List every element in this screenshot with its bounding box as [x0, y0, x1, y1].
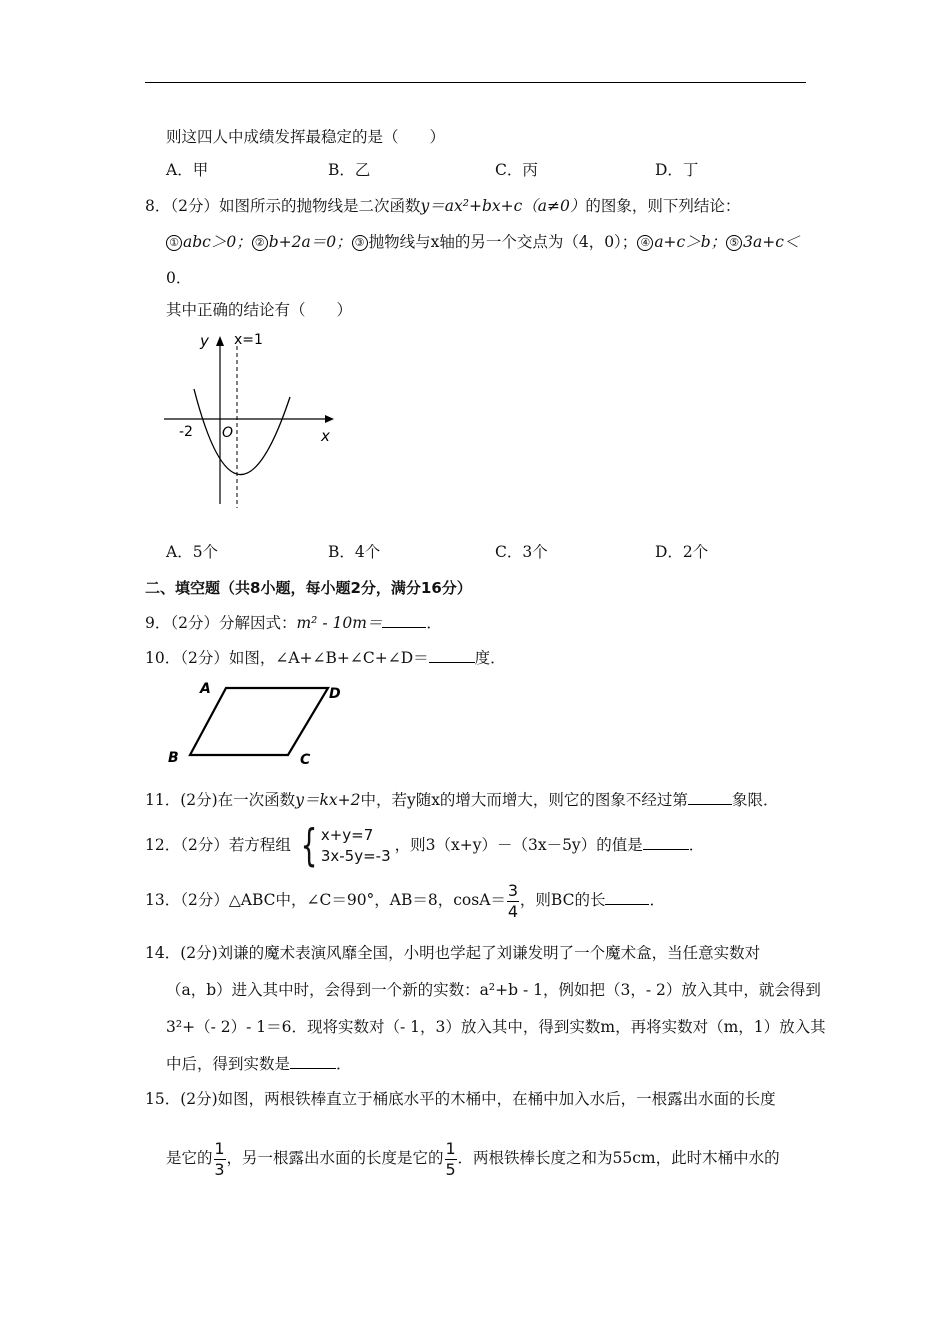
brace: { — [300, 820, 318, 871]
section-2-title: 二、填空题（共8小题，每小题2分，满分16分） — [145, 579, 472, 597]
q8-question: 其中正确的结论有（ ） — [166, 301, 353, 319]
origin-label: O — [222, 425, 234, 441]
q15-text-c: ．两根铁棒长度之和为55cm，此时木桶中水的 — [457, 1149, 780, 1167]
q14-line1: 14．(2分)刘谦的魔术表演风靡全国，小明也学起了刘谦发明了一个魔术盒，当任意实数对 — [145, 944, 761, 962]
q13-text-a: 13．（2分）△ABC中，∠C＝90°，AB＝8，cosA＝ — [145, 891, 506, 909]
q15-text-a: 是它的 — [166, 1149, 213, 1167]
q8-stem-eq: y＝ax²+bx+c（a≠0） — [420, 197, 586, 215]
q14-line2: （a，b）进入其中时，会得到一个新的实数：a²+b - 1，例如把（3，- 2）放入其中，就会得到 — [166, 981, 821, 999]
q12-eq1: x+y=7 — [320, 826, 374, 844]
parallelogram-figure — [160, 676, 360, 772]
q9-text: 9．（2分）分解因式： — [145, 614, 297, 632]
q14-line3: 3²+（- 2）- 1＝6．现将实数对（- 1，3）放入其中，得到实数m，再将实数对（m，1）放入其 — [166, 1018, 826, 1036]
parabola-curve — [194, 389, 290, 475]
q13-text-b: ，则BC的长 — [519, 891, 606, 909]
q10-blank[interactable] — [429, 648, 475, 663]
fraction-one-third — [214, 1138, 226, 1179]
q10 — [145, 648, 506, 668]
q8-stem-b: 的图象，则下列结论： — [585, 197, 741, 215]
q11-eq: y＝kx+2 — [295, 791, 361, 809]
q9 — [145, 613, 442, 633]
y-axis-arrow — [216, 336, 224, 346]
q7-option-d: D．丁 — [655, 161, 699, 179]
q8-score: （2分） — [170, 197, 219, 215]
q8-c5: 3a+c＜ — [743, 233, 800, 251]
q8-c1: abc＞0； — [183, 233, 252, 251]
q9-expr: m² - 10m＝ — [296, 614, 383, 632]
label-c: C — [300, 752, 311, 768]
q8-conclusions — [166, 232, 799, 252]
marker-5: ⑤ — [726, 235, 742, 251]
q12-text-a: 12．（2分）若方程组 — [145, 836, 291, 854]
neg-two-label: -2 — [179, 424, 193, 440]
q11-blank[interactable] — [688, 790, 732, 805]
q13-num: 3 — [507, 880, 519, 900]
f1-den: 3 — [214, 1159, 225, 1179]
q15-text-b: ，另一根露出水面的长度是它的 — [226, 1149, 444, 1167]
q14-line4-text: 中后，得到实数是 — [166, 1055, 291, 1073]
q8-c2: b+2a＝0； — [268, 233, 352, 251]
q7-option-b: B．乙 — [328, 161, 371, 179]
f2-den: 5 — [445, 1159, 456, 1179]
q14-tail: ． — [336, 1055, 352, 1073]
q10-text: 10．（2分）如图，∠A+∠B+∠C+∠D＝ — [145, 649, 429, 667]
q8-number: 8． — [145, 197, 171, 215]
label-b: B — [168, 750, 179, 766]
q15-line1: 15．(2分)如图，两根铁棒直立于桶底水平的木桶中，在桶中加入水后，一根露出水面的长度 — [145, 1090, 776, 1108]
marker-2: ② — [252, 235, 268, 251]
q8-option-d: D．2个 — [655, 543, 709, 561]
q13-fraction — [507, 880, 519, 921]
q7-option-c: C．丙 — [495, 161, 538, 179]
q12-eq2: 3x-5y=-3 — [320, 847, 391, 865]
marker-4: ④ — [637, 235, 653, 251]
q8-c5-tail: 0． — [166, 269, 192, 287]
x-label: x — [321, 427, 330, 445]
y-label: y — [200, 332, 209, 350]
q8-option-b: B．4个 — [328, 543, 381, 561]
q8-c3: 抛物线与x轴的另一个交点为（4，0）； — [368, 233, 638, 251]
q9-tail: ． — [426, 614, 442, 632]
fraction-one-fifth — [445, 1138, 457, 1179]
q13-tail: ． — [649, 891, 665, 909]
marker-1: ① — [166, 235, 182, 251]
q12 — [145, 820, 704, 870]
q12-text-b: ，则3（x+y）－（3x－5y）的值是 — [394, 836, 643, 854]
q14-blank[interactable] — [290, 1054, 336, 1069]
marker-3: ③ — [352, 235, 368, 251]
q11-text-a: 11．(2分)在一次函数 — [145, 791, 296, 809]
label-d: D — [329, 686, 341, 702]
symmetry-label: x=1 — [234, 332, 263, 348]
q12-blank[interactable] — [643, 835, 689, 850]
q13-blank[interactable] — [605, 890, 649, 905]
q11-tail: 象限． — [731, 791, 779, 809]
q11 — [145, 790, 778, 810]
q13-den: 4 — [507, 901, 519, 921]
label-a: A — [200, 681, 211, 697]
q8-stem-a: 如图所示的抛物线是二次函数 — [219, 197, 421, 215]
q15-line2 — [166, 1138, 780, 1178]
q8-option-c: C．3个 — [495, 543, 548, 561]
f2-num: 1 — [445, 1138, 456, 1158]
q12-tail: ． — [688, 836, 705, 854]
q10-tail: 度． — [474, 649, 506, 667]
q14-line4 — [166, 1054, 352, 1074]
q8-line1 — [145, 196, 740, 216]
q8-c4: a+c＞b； — [654, 233, 727, 251]
f1-num: 1 — [214, 1138, 225, 1158]
q7-option-a: A．甲 — [166, 161, 209, 179]
x-axis-arrow — [325, 415, 334, 423]
header-rule — [145, 82, 806, 83]
q9-blank[interactable] — [382, 613, 426, 628]
q13 — [145, 880, 665, 920]
parallelogram — [190, 688, 328, 755]
parabola-graph — [160, 326, 340, 511]
q11-text-b: 中，若y随x的增大而增大，则它的图象不经过第 — [360, 791, 688, 809]
q7-stem: 则这四人中成绩发挥最稳定的是（ ） — [166, 128, 446, 146]
q8-option-a: A．5个 — [166, 543, 219, 561]
equation-system — [295, 820, 391, 871]
